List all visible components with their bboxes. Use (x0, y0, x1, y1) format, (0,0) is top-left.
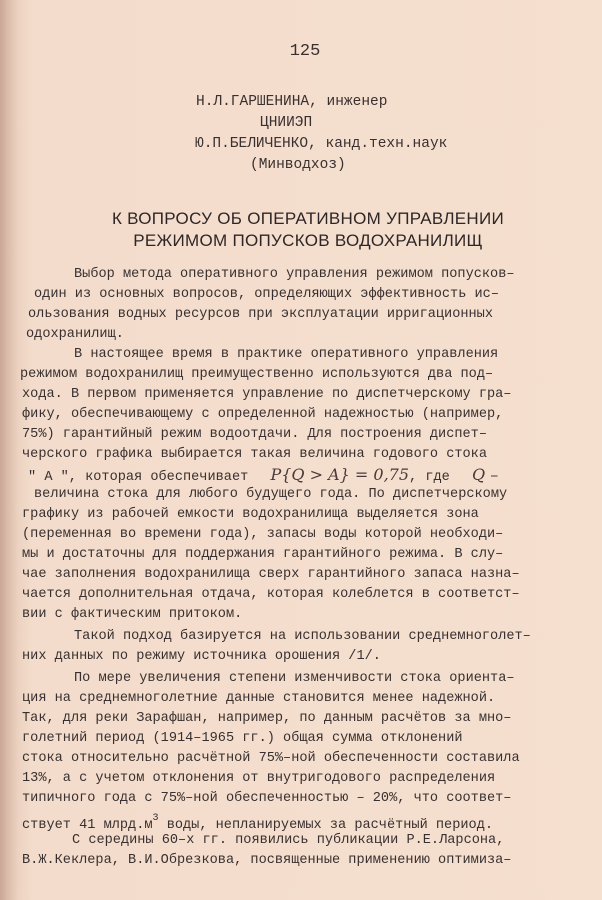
text-line: типичного года с 75%–ной обеспеченностью – 20%, что соответ– (22, 791, 512, 806)
text-line: них данных по режиму источника орошения /1/. (22, 649, 381, 664)
text-line: В настоящее время в практике оперативного управления (74, 347, 499, 362)
text-line: стока относительно расчётной 75%–ной обеспеченности составила (22, 751, 520, 766)
article-title (0, 208, 602, 252)
title-line-1: К ВОПРОСУ ОБ ОПЕРАТИВНОМ УПРАВЛЕНИИ (111, 209, 505, 228)
text-line: 13%, а с учетом отклонения от внутригодового распределения (22, 771, 496, 786)
text-line: Так, для реки Зарафшан, например, по данным расчётов за мно– (22, 711, 512, 726)
text-line: По мере увеличения степени изменчивости стока ориента– (74, 671, 515, 686)
text-line: черского графика выбирается такая величина годового стока (22, 447, 487, 462)
probability-formula: P{Q > A} = 0,75 (270, 465, 410, 484)
title-line-2: РЕЖИМОМ ПОПУСКОВ ВОДОХРАНИЛИЩ (133, 231, 483, 250)
text-line: вии с фактическим притоком. (22, 607, 243, 622)
text-fragment: ствует 41 млрд.м (22, 818, 153, 833)
author-1: Н.Л.ГАРШЕНИНА, инженер (196, 94, 388, 110)
text-line: Такой подход базируется на использовании среднемноголет– (74, 629, 531, 644)
text-line: ция на среднемноголетние данные становится менее надежной. (22, 691, 496, 706)
text-line: режимом водохранилищ преимущественно используются два под– (20, 367, 494, 382)
text-line: фику, обеспечивающему с определенной надежностью (например, (22, 407, 504, 422)
formula-variable: Q – (471, 465, 499, 484)
author-2-affiliation: (Минводхоз) (250, 157, 346, 173)
text-line: 75%) гарантийный режим водоотдачи. Для построения диспет– (22, 427, 487, 442)
text-fragment: , где (409, 470, 450, 485)
text-line: графику из рабочей емкости водохранилища выделяется зона (22, 507, 479, 522)
text-line: величина стока для любого будущего года. По диспетчерскому (34, 487, 508, 502)
text-line: один из основных вопросов, определяющих эффективность ис– (34, 287, 499, 302)
text-line: чается дополнительная отдача, которая колеблется в соответст– (22, 587, 520, 602)
page-number: 125 (289, 42, 321, 61)
text-line: В.Ж.Кеклера, В.И.Обрезкова, посвященные применению оптимиза– (22, 853, 512, 868)
superscript: 3 (152, 813, 159, 824)
author-1-affiliation: ЦНИИЭП (260, 115, 313, 131)
text-line: С середины 60–х гг. появились публикации Р.Е.Ларсона, (72, 833, 505, 848)
text-line: одохранилищ. (26, 327, 124, 342)
author-2: Ю.П.БЕЛИЧЕНКО, канд.техн.наук (195, 136, 448, 152)
text-line: ользования водных ресурсов при эксплуатации ирригационных (28, 307, 493, 322)
text-line: Выбор метода оперативного управления режимом попусков– (74, 267, 515, 282)
text-line: (переменная во времени года), запасы воды которой необходи– (22, 527, 504, 542)
text-line: мы и достаточны для поддержания гарантийного режима. В слу– (22, 547, 504, 562)
text-fragment: " A ", которая обеспечивает (28, 470, 249, 485)
text-line: чае заполнения водохранилища сверх гарантийного запаса назна– (22, 567, 520, 582)
text-fragment: воды, непланируемых за расчётный период. (158, 818, 494, 833)
text-line: хода. В первом применяется управление по диспетчерскому гра– (22, 387, 512, 402)
text-line: голетний период (1914–1965 гг.) общая сумма отклонений (22, 731, 463, 746)
